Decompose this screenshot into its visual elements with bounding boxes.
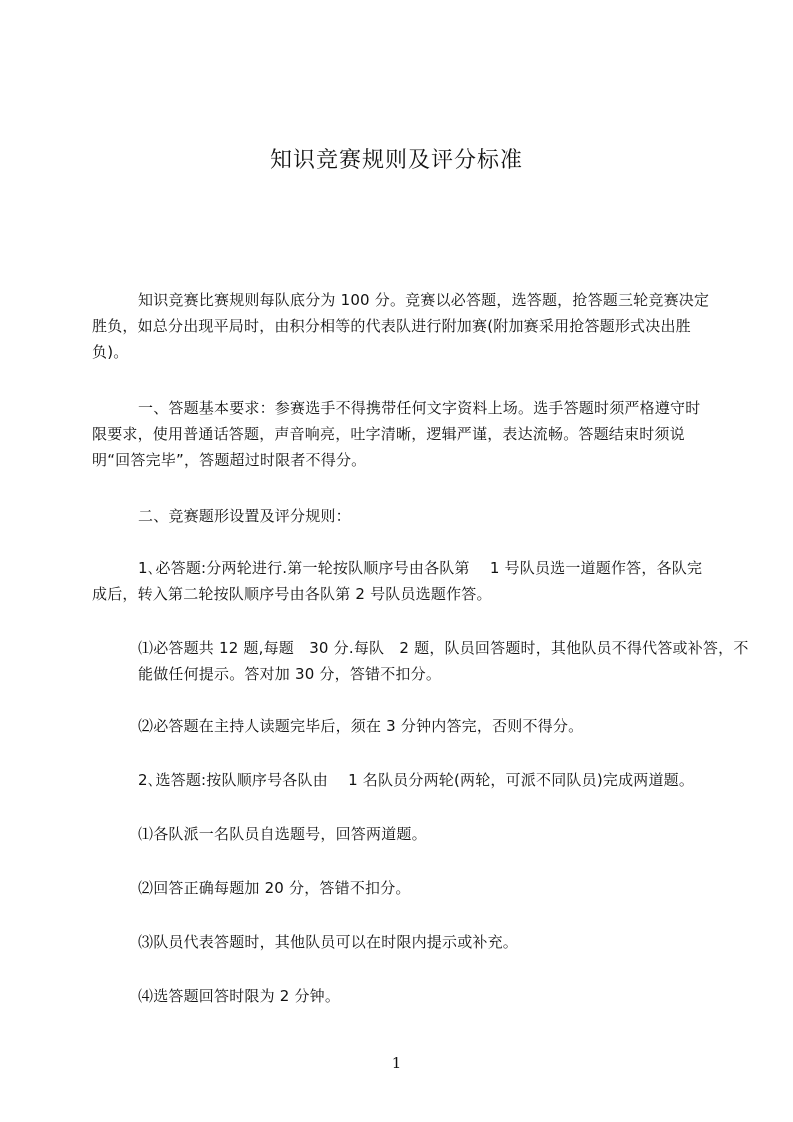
optional-rule-3: ⑶队员代表答题时，其他队员可以在时限内提示或补充。: [138, 933, 519, 951]
page-title: 知识竞赛规则及评分标准: [269, 148, 523, 173]
intro-paragraph: 知识竞赛比赛规则每队底分为 100 分。竞赛以必答题，选答题，抢答题三轮竞赛决定胜负，如总分出现平局时，由积分相等的代表队进行附加赛(附加赛采用抢答题形式决出胜负)。: [92, 291, 710, 361]
required-rule-1: [92, 635, 758, 687]
basic-requirements-paragraph: 一、答题基本要求：参赛选手不得携带任何文字资料上场。选手答题时须严格遵守时限要求，使用普通话答题，声音响亮，吐字清晰，逻辑严谨，表达流畅。答题结束时须说明“回答完毕”，答题超过时限者不得分。: [92, 399, 701, 469]
optional-questions-paragraph: 2､选答题:按队顺序号各队由 1 名队员分两轮(两轮，可派不同队员)完成两道题。: [138, 771, 695, 789]
required-questions-paragraph: 1､必答题:分两轮进行.第一轮按队顺序号由各队第 1 号队员选一道题作答，各队完成后，转入第二轮按队顺序号由各队第 2 号队员选题作答。: [92, 559, 703, 603]
optional-rule-1: ⑴各队派一名队员自选题号，回答两道题。: [138, 825, 427, 843]
section-heading-rules: 二、竞赛题形设置及评分规则：: [138, 507, 351, 525]
optional-rule-4: ⑷选答题回答时限为 2 分钟。: [138, 987, 341, 1005]
page-number: 1: [391, 1054, 402, 1072]
required-rule-1-text: ⑴必答题共 12 题,每题 30 分.每队 2 题，队员回答题时，其他队员不得代答或补答，不能做任何提示。答对加 30 分，答错不扣分。: [138, 639, 749, 683]
required-rule-2: ⑵必答题在主持人读题完毕后，须在 3 分钟内答完，否则不得分。: [138, 717, 584, 735]
optional-rule-2: ⑵回答正确每题加 20 分，答错不扣分。: [138, 879, 411, 897]
